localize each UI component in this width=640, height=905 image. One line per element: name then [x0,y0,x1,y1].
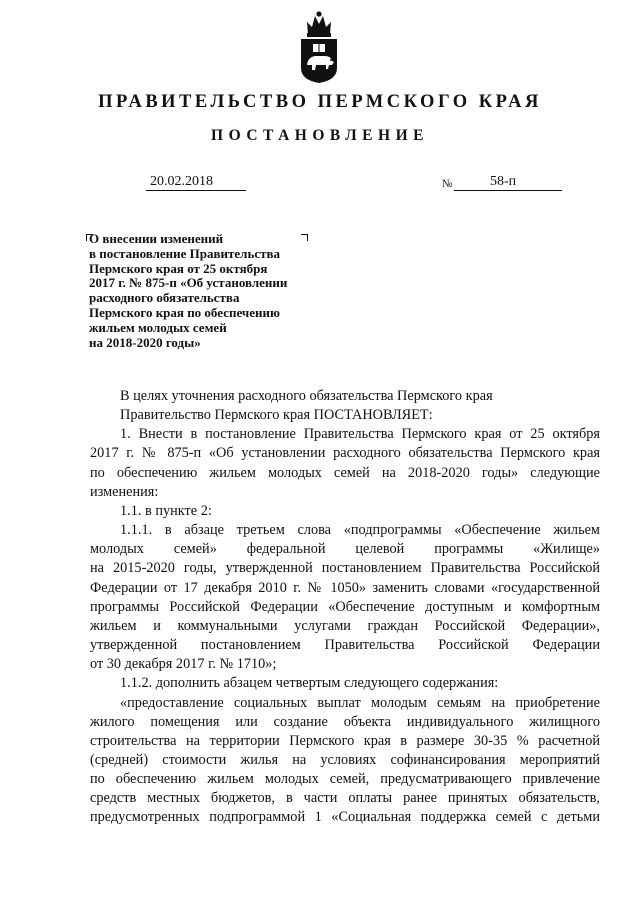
body-line: Федерации от 17 декабря 2010 г. № 1050» заменить словами «государственной [90,579,600,596]
body-line: утвержденной постановлением Правительства Российской Федерации [90,637,600,654]
organization-title: ПРАВИТЕЛЬСТВО ПЕРМСКОГО КРАЯ [98,92,542,112]
subject-line: Пермского края от 25 октября [89,260,268,276]
body-line: средств местных бюджетов, в части оплаты ранее принятых обязательств, [90,790,600,807]
body-line: предусмотренных подпрограммой 1 «Социальная поддержка семей с детьми [90,809,600,826]
subject-line: в постановление Правительства [89,245,281,261]
body-line: строительства на территории Пермского края в размере 30-35 % расчетной [90,732,600,749]
body-line: изменения: [90,483,159,500]
document-subject [89,232,329,350]
document-date: 20.02.2018 [150,174,213,189]
body-line: молодых семей» федеральной целевой программы «Жилище» [90,541,600,558]
subject-line: О внесении изменений [89,231,224,246]
body-line: 1.1.2. дополнить абзацем четвертым следующего содержания: [120,675,499,692]
document-number: 58-п [490,174,517,189]
body-line: жильем и коммунальными услугами граждан Российской Федерации», [90,617,600,634]
body-line: на 2015-2020 годы, утвержденной постановлением Правительства Российской [90,560,600,577]
subject-line: Пермского края по обеспечению [89,304,280,320]
body-line: 1.1.1. в абзаце третьем слова «подпрограммы «Обеспечение жильем [120,522,600,539]
body-line: Правительство Пермского края ПОСТАНОВЛЯЕТ: [120,407,433,424]
body-line: 1. Внести в постановление Правительства Пермского края от 25 октября [120,426,600,443]
body-line: от 30 декабря 2017 г. № 1710»; [90,656,277,673]
subject-line: 2017 г. № 875-п «Об установлении [89,275,288,291]
body-line: «предоставление социальных выплат молодым семьям на приобретение [120,694,600,711]
subject-line: расходного обязательства [89,290,240,306]
document-body [90,387,600,828]
date-underline [146,190,246,191]
subject-line: на 2018-2020 годы» [89,334,201,350]
body-line: 2017 г. № 875-п «Об установлении расходного обязательства Пермского края [90,445,600,462]
body-line: программы Российской Федерации «Обеспечение доступным и комфортным [90,598,600,615]
coat-of-arms-icon [298,10,340,84]
body-line: по обеспечению жильем молодых семей, предусматривающего привлечение [90,771,600,788]
number-sign: № [442,178,453,190]
body-line: по обеспечению жильем молодых семей на 2018-2020 годы» следующие [90,464,600,481]
body-line: В целях уточнения расходного обязательства Пермского края [120,388,493,404]
body-line: 1.1. в пункте 2: [120,502,212,519]
number-underline [454,190,562,191]
body-line: жилого помещения или создание объекта индивидуального жилищного [90,713,600,730]
document-type-title: ПОСТАНОВЛЕНИЕ [211,127,429,144]
subject-line: жильем молодых семей [89,319,227,335]
body-line: (средней) стоимости жилья на условиях софинансирования мероприятий [90,751,600,768]
